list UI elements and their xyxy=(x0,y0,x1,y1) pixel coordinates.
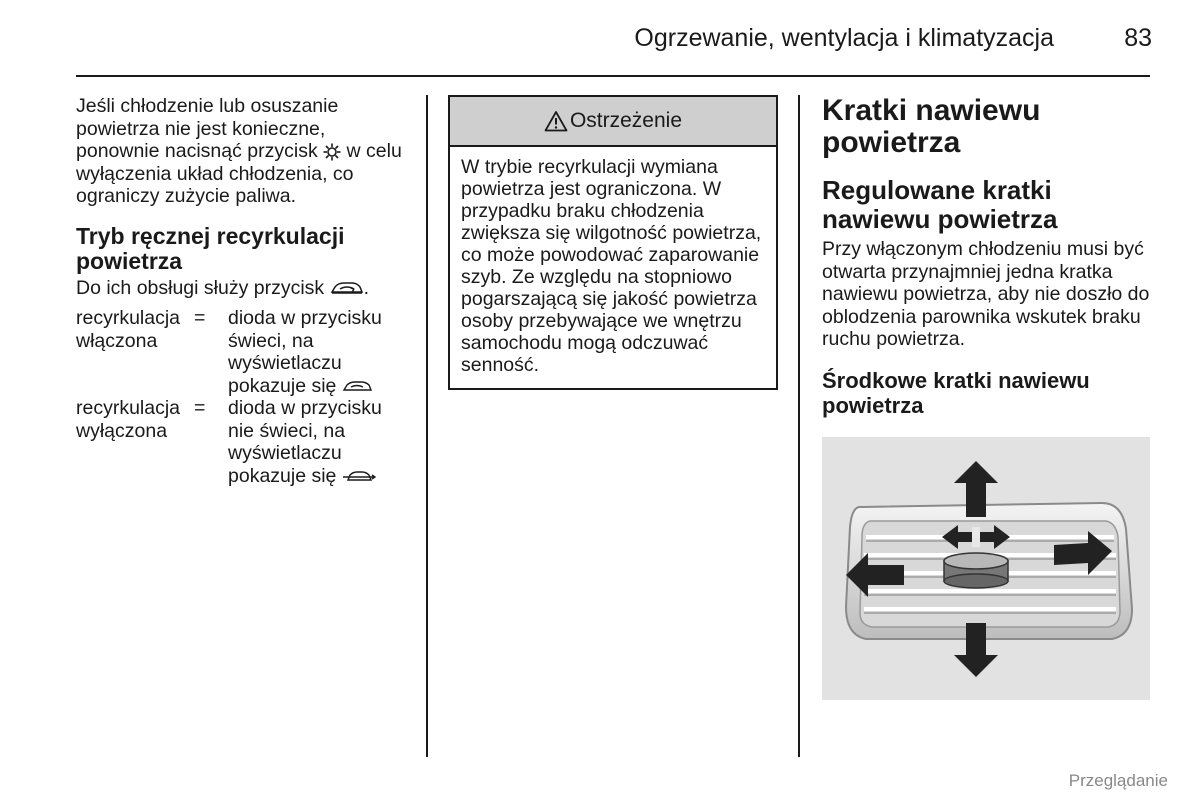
paragraph-text: Jeśli chłodzenie lub osuszanie powietrza nie jest konieczne, ponownie nacisnąć przycisk xyxy=(76,95,339,162)
right-column xyxy=(822,95,1152,418)
car-recirculation-icon xyxy=(330,280,364,296)
vents-paragraph: Przy włączonym chłodzeniu musi być otwarta przynajmniej jedna kratka nawiewu powietrza, aby nie doszło do oblodzenia parownika wskutek braku ruchu powietrza. xyxy=(822,238,1150,350)
left-column xyxy=(76,95,411,487)
page-number: 83 xyxy=(1124,24,1152,52)
adjuster-knob xyxy=(944,553,1008,588)
warning-header xyxy=(450,97,776,147)
column-divider xyxy=(798,95,800,757)
equals-sign: = xyxy=(194,397,206,419)
section-title: Ogrzewanie, wentylacja i klimatyzacja xyxy=(634,24,1054,52)
footer-label: Przeglądanie xyxy=(1068,771,1168,790)
column-divider xyxy=(426,95,428,757)
desc-text: dioda w przycisku nie świeci, na wyświetlaczu pokazuje się xyxy=(228,397,382,487)
recirculation-heading: Tryb ręcznej recyrkulacji powietrza xyxy=(76,222,345,274)
equals-sign: = xyxy=(194,307,206,329)
recirculation-intro xyxy=(76,277,411,300)
vent-illustration xyxy=(822,437,1150,700)
ac-off-paragraph xyxy=(76,95,411,208)
desc-text: dioda w przycisku świeci, na wyświetlaczu pokazuje się xyxy=(228,307,382,397)
warning-title: Ostrzeżenie xyxy=(569,109,683,132)
intro-end: . xyxy=(363,276,370,299)
snowflake-icon xyxy=(323,143,341,161)
term-recirculation-off: recyrkulacja wyłączona xyxy=(76,397,181,442)
warning-body xyxy=(450,147,776,388)
vent-diagram xyxy=(822,437,1150,700)
adjustable-vents-heading: Regulowane kratki nawiewu powietrza xyxy=(822,175,1058,234)
warning-text: W trybie recyrkulacji wymiana powietrza jest ograniczona. W przypadku braku chłodzenia zwiększa się wilgotność powietrza, co może powodować zaparowanie szyb. Ze względu na stopniowo pogarszającą się jakość powietrza osoby przebywające we wnętrzu samochodu mogą odczuwać senność. xyxy=(461,156,762,376)
recirculation-off-icon xyxy=(342,469,376,483)
vents-heading: Kratki nawiewu powietrza xyxy=(822,94,1041,159)
warning-box xyxy=(448,95,778,390)
recirculation-states xyxy=(76,307,411,487)
term-recirculation-on: recyrkulacja włączona xyxy=(76,307,181,352)
paragraph-text: w celu wyłączenia układ chłodzenia, co ograniczy zużycie paliwa. xyxy=(76,140,402,207)
warning-triangle-icon xyxy=(544,110,568,132)
desc-recirculation-off xyxy=(228,397,411,487)
intro-text: Do ich obsługi służy przycisk xyxy=(76,276,325,299)
header-divider xyxy=(76,75,1150,77)
center-vents-heading: Środkowe kratki nawiewu powietrza xyxy=(822,367,1090,418)
desc-recirculation-on xyxy=(228,307,411,397)
recirculation-on-icon xyxy=(342,379,372,393)
middle-column xyxy=(448,95,778,390)
